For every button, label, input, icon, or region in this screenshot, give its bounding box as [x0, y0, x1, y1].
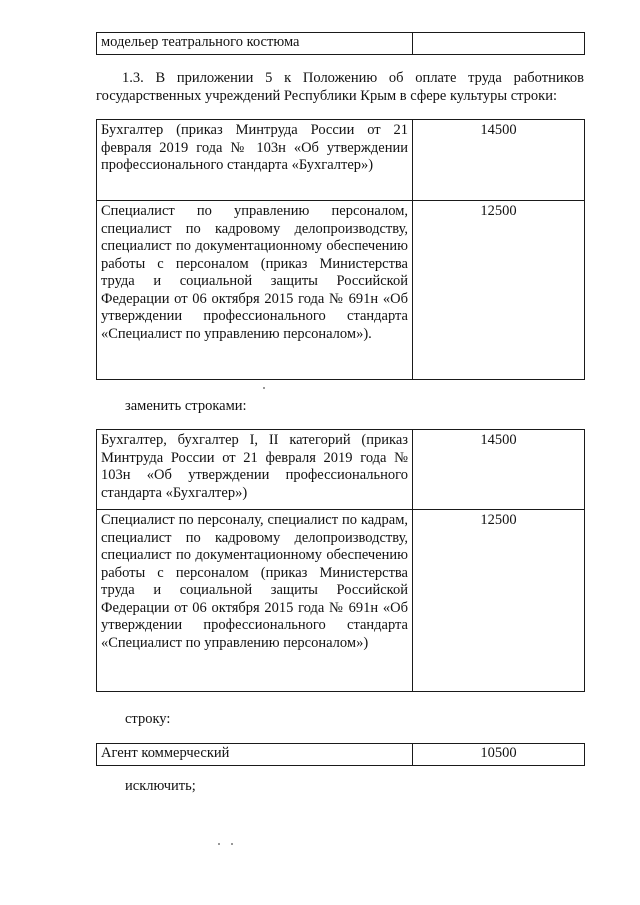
removed-row-text: Агент коммерческий — [97, 744, 413, 766]
table-row — [97, 510, 585, 692]
table-row — [97, 33, 585, 55]
old-row-2-value: 12500 — [413, 201, 585, 380]
removed-row-value: 10500 — [413, 744, 585, 766]
old-row-1-value: 14500 — [413, 120, 585, 201]
table-row — [97, 744, 585, 766]
top-row-text: модельер театрального костюма — [97, 33, 413, 55]
new-rows-table — [96, 429, 585, 692]
old-rows-table — [96, 119, 585, 380]
new-row-2-value: 12500 — [413, 510, 585, 692]
new-row-2-text: Специалист по персоналу, специалист по кадрам, специалист по кадровому делопроизводству, специалист по документационному обеспечению работы с персоналом (приказ Министерства труда и социальной защиты Российской Федерации от 06 октября 2015 года № 691н «Об утверждении профессионального стандарта «Специалист по управлению персоналом») — [97, 510, 413, 692]
scan-speck — [218, 843, 220, 845]
replace-label: заменить строками: — [125, 398, 247, 414]
old-row-2-text: Специалист по управлению персоналом, специалист по кадровому делопроизводству, специалист по документационному обеспечению работы с персоналом (приказ Министерства труда и социальной защиты Российской Федерации от 06 октября 2015 года № 691н «Об утверждении профессионального стандарта «Специалист по управлению персоналом»). — [97, 201, 413, 380]
new-row-1-text: Бухгалтер, бухгалтер I, II категорий (приказ Минтруда России от 21 февраля 2019 года № 103н «Об утверждении профессионального стандарта «Бухгалтер») — [97, 430, 413, 510]
exclude-label: исключить; — [125, 778, 196, 794]
scan-speck — [231, 843, 233, 845]
new-row-1-value: 14500 — [413, 430, 585, 510]
table-row — [97, 120, 585, 201]
scan-speck — [263, 387, 265, 389]
table-row — [97, 430, 585, 510]
removed-row-table — [96, 743, 585, 766]
old-row-1-text: Бухгалтер (приказ Минтруда России от 21 февраля 2019 года № 103н «Об утверждении профессионального стандарта «Бухгалтер») — [97, 120, 413, 201]
top-row-value — [413, 33, 585, 55]
table-row — [97, 201, 585, 380]
top-table — [96, 32, 585, 55]
paragraph-1-3: 1.3. В приложении 5 к Положению об оплате труда работников государственных учреждений Республики Крым в сфере культуры строки: — [96, 70, 584, 104]
row-label: строку: — [125, 711, 171, 727]
